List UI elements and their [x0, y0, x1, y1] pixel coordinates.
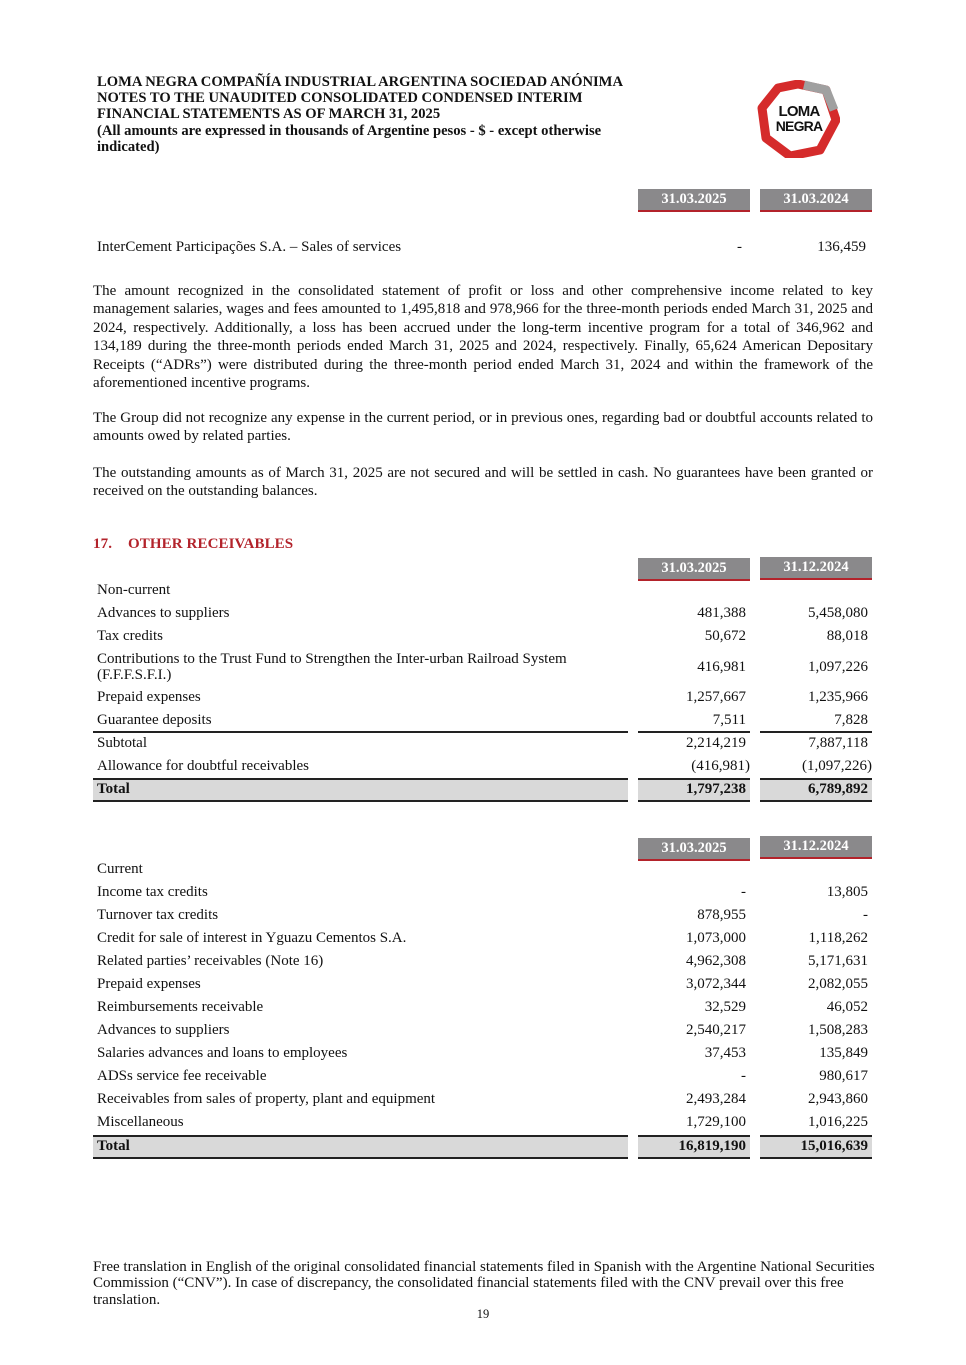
total-bottom-rule: [93, 800, 628, 802]
header-amounts-note: (All amounts are expressed in thousands of Argentine pesos - $ - except otherwise: [97, 122, 602, 139]
total-bottom-rule: [760, 800, 872, 802]
table-row: Advances to suppliers 481,388 5,458,080: [97, 605, 868, 621]
header-amounts-note-cont: indicated): [97, 138, 160, 155]
total-bottom-rule: [760, 1157, 872, 1159]
table-row: Income tax credits - 13,805: [97, 884, 868, 900]
document-header: [97, 74, 737, 155]
total-row: Total 1,797,238 6,789,892: [97, 781, 868, 797]
paragraph-outstanding-amounts: The outstanding amounts as of March 31, 2025 are not secured and will be settled in cash. No guarantees have been granted or received on the outstanding balances.: [93, 465, 873, 500]
table-row: Tax credits 50,672 88,018: [97, 628, 868, 644]
table-row: Contributions to the Trust Fund to Strengthen the Inter-urban Railroad System (F.F.F.S.F.I.) 416,981 1,097,226: [97, 651, 868, 683]
paragraph-doubtful-accounts: The Group did not recognize any expense in the current period, or in previous ones, regarding bad or doubtful accounts related to amounts owed by related parties.: [93, 410, 873, 445]
loma-negra-logo: [756, 80, 840, 158]
header-company: LOMA NEGRA COMPAÑÍA INDUSTRIAL ARGENTINA SOCIEDAD ANÓNIMA: [97, 74, 623, 90]
table-row: Related parties’ receivables (Note 16) 4,962,308 5,171,631: [97, 953, 868, 969]
table-row: Reimbursements receivable 32,529 46,052: [97, 999, 868, 1015]
column-header-2024: 31.12.2024: [760, 557, 872, 580]
page-number: 19: [476, 1307, 490, 1321]
header-notes-title: NOTES TO THE UNAUDITED CONSOLIDATED CONDENSED INTERIM: [97, 90, 583, 107]
table-row: Salaries advances and loans to employees 37,453 135,849: [97, 1045, 868, 1061]
table-row: Prepaid expenses 1,257,667 1,235,966: [97, 689, 868, 705]
section-title: 17. OTHER RECEIVABLES: [93, 536, 294, 552]
column-header-2025: 31.03.2025: [638, 558, 750, 581]
total-row: Total 16,819,190 15,016,639: [97, 1138, 868, 1154]
column-header-2024: 31.03.2024: [760, 189, 872, 212]
table-section-heading: Non-current: [97, 582, 171, 598]
table-row: Credit for sale of interest in Yguazu Cementos S.A. 1,073,000 1,118,262: [97, 930, 868, 946]
allowance-row: Allowance for doubtful receivables (416,981) (1,097,226): [97, 758, 872, 774]
svg-text:LOMA: LOMA: [778, 103, 820, 120]
table-row: ADSs service fee receivable - 980,617: [97, 1068, 868, 1084]
column-header-2025: 31.03.2025: [638, 838, 750, 861]
column-header-2025: 31.03.2025: [638, 189, 750, 212]
total-bottom-rule: [638, 1157, 750, 1159]
total-bottom-rule: [93, 1157, 628, 1159]
svg-text:NEGRA: NEGRA: [775, 118, 823, 134]
header-statement-date: FINANCIAL STATEMENTS AS OF MARCH 31, 2025: [97, 106, 441, 123]
translation-disclaimer: Free translation in English of the original consolidated financial statements filed in Spanish with the Argentine National Securities Commission (“CNV”). In case of discrepancy, the consolidated financial statements filed with the CNV prevail over this free translation.: [93, 1259, 875, 1308]
table-row: Prepaid expenses 3,072,344 2,082,055: [97, 976, 868, 992]
logo-hexagon-icon: [756, 80, 840, 158]
table-row: Guarantee deposits 7,511 7,828: [97, 712, 868, 728]
table-row: Miscellaneous 1,729,100 1,016,225: [97, 1114, 868, 1130]
table-section-heading: Current: [97, 861, 143, 877]
table-row: Advances to suppliers 2,540,217 1,508,283: [97, 1022, 868, 1038]
paragraph-key-management: The amount recognized in the consolidated statement of profit or loss and other comprehensive income related to key management salaries, wages and fees amounted to 1,495,818 and 978,966 for the three-month periods ended March 31, 2025 and 2024, respectively. Additionally, a loss has been accrued under the long-term incentive program for a total of 346,962 and 134,189 during the three-month periods ended March 31, 2025 and 2024, respectively. Finally, 65,624 American Depositary Receipts (“ADRs”) were distributed during the three-month period ended March 31, 2024 and within the framework of the aforementioned incentive programs.: [93, 283, 873, 392]
subtotal-row: Subtotal 2,214,219 7,887,118: [97, 735, 868, 751]
table-row: InterCement Participações S.A. – Sales of services - 136,459: [97, 239, 866, 255]
table-row: Receivables from sales of property, plant and equipment 2,493,284 2,943,860: [97, 1091, 868, 1107]
table-row: Turnover tax credits 878,955 -: [97, 907, 868, 923]
total-bottom-rule: [638, 800, 750, 802]
column-header-2024: 31.12.2024: [760, 836, 872, 859]
